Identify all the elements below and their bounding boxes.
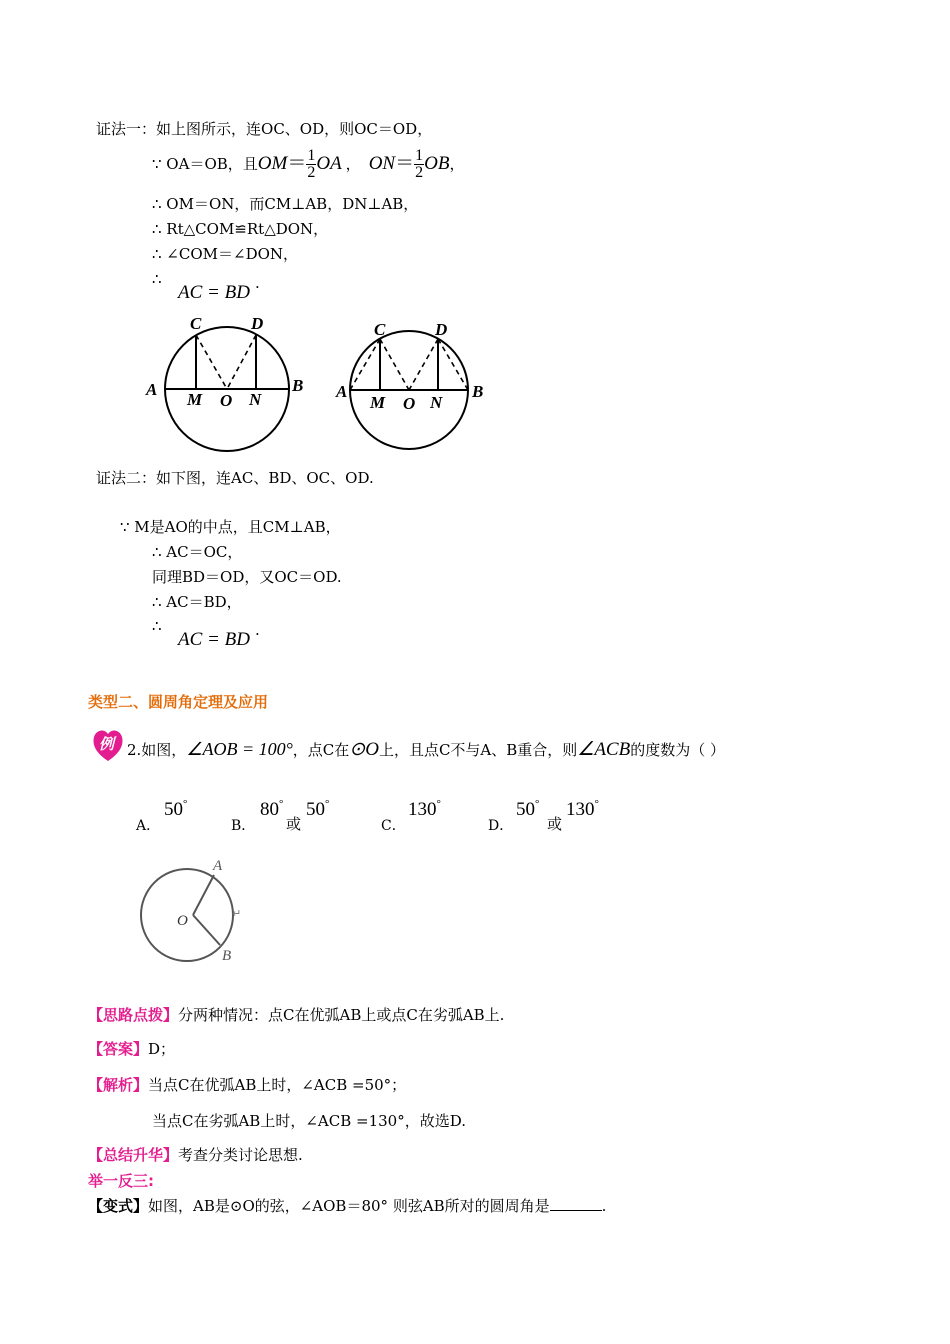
explain-line-2: 当点C在劣弧AB上时，∠ACB =130°，故选D. bbox=[152, 1112, 466, 1130]
math-on: ON bbox=[368, 153, 396, 174]
label-d: D bbox=[435, 320, 448, 339]
proof1-line-intro bbox=[96, 118, 432, 139]
summary-label: 【总结升华】 bbox=[88, 1146, 179, 1164]
proof1-l1-pre: ∵ OA＝OB，且 bbox=[152, 155, 258, 173]
therefore-symbol: ∴ bbox=[152, 270, 162, 288]
option-b-value1: 80° bbox=[260, 798, 284, 820]
label-c: C bbox=[374, 320, 386, 339]
proof2-line-2: ∴ AC＝OC， bbox=[152, 543, 243, 561]
arc-equation: AC = BD bbox=[178, 282, 250, 303]
section-title: 类型二、圆周角定理及应用 bbox=[88, 693, 269, 711]
math-eq: ＝ bbox=[287, 153, 307, 174]
answer-line bbox=[88, 1038, 175, 1059]
label-b: B bbox=[472, 382, 484, 401]
therefore-symbol: ∴ bbox=[152, 617, 162, 635]
label-d: D bbox=[251, 314, 264, 333]
proof2-line-5: ∴ AC = BD . bbox=[152, 617, 260, 650]
proof2-line-1: ∵ M是AO的中点，且CM⊥AB， bbox=[120, 518, 341, 536]
proof1-line-4: ∴ ∠COM＝∠DON， bbox=[152, 245, 299, 263]
label-b: B bbox=[292, 376, 304, 395]
label-o: O bbox=[403, 394, 416, 413]
option-b-or: 或 bbox=[286, 815, 302, 833]
option-d-value2: 130° bbox=[566, 798, 599, 820]
example-badge-icon bbox=[90, 727, 126, 763]
arc-equation: AC = BD bbox=[178, 629, 250, 650]
variant-label: 【变式】 bbox=[88, 1197, 149, 1215]
answer-label: 【答案】 bbox=[88, 1040, 149, 1058]
svg-text:例: 例 bbox=[99, 735, 115, 753]
hint-line bbox=[88, 1004, 504, 1025]
example-question: 2.如图，∠AOB = 100°，点C在⊙O上，且点C不与A、B重合，则∠ACB的度数为（ ） bbox=[127, 739, 725, 760]
variant-heading: 举一反三: bbox=[88, 1172, 154, 1190]
option-d-value1: 50° bbox=[516, 798, 540, 820]
angle-aob: ∠AOB = 100° bbox=[186, 739, 293, 759]
proof1-line-5: ∴ AC = BD . bbox=[152, 270, 260, 303]
math-oa: OA bbox=[316, 153, 342, 174]
variant-line: 【变式】如图，AB是⊙O的弦，∠AOB＝80° 则弦AB所对的圆周角是 . bbox=[88, 1197, 607, 1215]
label-o: O bbox=[177, 913, 188, 929]
label-a: A bbox=[146, 380, 158, 399]
label-m: M bbox=[370, 393, 386, 412]
math-om: OM bbox=[257, 153, 288, 174]
option-a-label[interactable]: A． bbox=[136, 818, 161, 834]
label-n: N bbox=[430, 393, 443, 412]
options-row bbox=[136, 798, 756, 838]
variant-text: 如图，AB是⊙O的弦，∠AOB＝80° 则弦AB所对的圆周角是 bbox=[148, 1197, 550, 1215]
angle-acb: ∠ACB bbox=[577, 739, 631, 760]
proof2-line-4: ∴ AC＝BD， bbox=[152, 593, 242, 611]
example-circle-figure bbox=[135, 855, 255, 965]
option-c-value: 130° bbox=[408, 798, 441, 820]
fraction-half-2: $\frac{1}{2}$ bbox=[415, 147, 424, 181]
proof2-line-3: 同理BD＝OD，又OC＝OD. bbox=[152, 568, 342, 586]
explain-text-1: 当点C在优弧AB上时，∠ACB =50°； bbox=[148, 1076, 407, 1094]
label-b: B bbox=[222, 948, 232, 964]
option-c-label[interactable]: C． bbox=[381, 818, 406, 834]
label-n: N bbox=[249, 390, 262, 409]
label-m: M bbox=[187, 390, 203, 409]
option-b-label[interactable]: B． bbox=[231, 818, 256, 834]
proof1-line-2: ∴ OM＝ON，而CM⊥AB，DN⊥AB， bbox=[152, 195, 419, 213]
proof1-label: 证法一： bbox=[96, 120, 157, 138]
label-a: A bbox=[213, 858, 223, 874]
proof1-intro: 如上图所示，连OC、OD，则OC＝OD， bbox=[156, 120, 433, 138]
label-a: A bbox=[336, 382, 348, 401]
proof2-line-intro bbox=[96, 467, 374, 488]
return-mark-icon: ↵ bbox=[232, 907, 242, 920]
circle-figure-right bbox=[333, 315, 493, 455]
fraction-half: $\frac{1}{2}$ bbox=[307, 147, 316, 181]
hint-label: 【思路点拨】 bbox=[88, 1006, 179, 1024]
option-a-value: 50° bbox=[164, 798, 188, 820]
explain-line-1 bbox=[88, 1074, 406, 1095]
answer-blank[interactable] bbox=[550, 1210, 602, 1211]
math-ob: OB bbox=[424, 153, 450, 174]
label-c: C bbox=[190, 314, 202, 333]
explain-label: 【解析】 bbox=[88, 1076, 149, 1094]
label-o: O bbox=[220, 391, 233, 410]
proof1-line-3: ∴ Rt△COM≌Rt△DON， bbox=[152, 220, 329, 238]
proof1-line-1: ∵ OA＝OB，且OM＝ $\frac{1}{2}$ OA ， ON＝ $\frac{1}{2}$ OB， bbox=[152, 147, 465, 181]
summary-text: 考查分类讨论思想. bbox=[178, 1146, 303, 1164]
circle-o: ⊙O bbox=[349, 739, 379, 760]
answer-text: D； bbox=[148, 1040, 176, 1058]
proof2-label: 证法二： bbox=[96, 469, 157, 487]
circle-figure-left bbox=[140, 305, 315, 455]
proof2-intro: 如下图，连AC、BD、OC、OD. bbox=[156, 469, 374, 487]
hint-text: 分两种情况：点C在优弧AB上或点C在劣弧AB上. bbox=[178, 1006, 505, 1024]
option-d-or: 或 bbox=[547, 815, 563, 833]
summary-line bbox=[88, 1144, 303, 1165]
option-b-value2: 50° bbox=[306, 798, 330, 820]
option-d-label[interactable]: D． bbox=[488, 818, 514, 834]
